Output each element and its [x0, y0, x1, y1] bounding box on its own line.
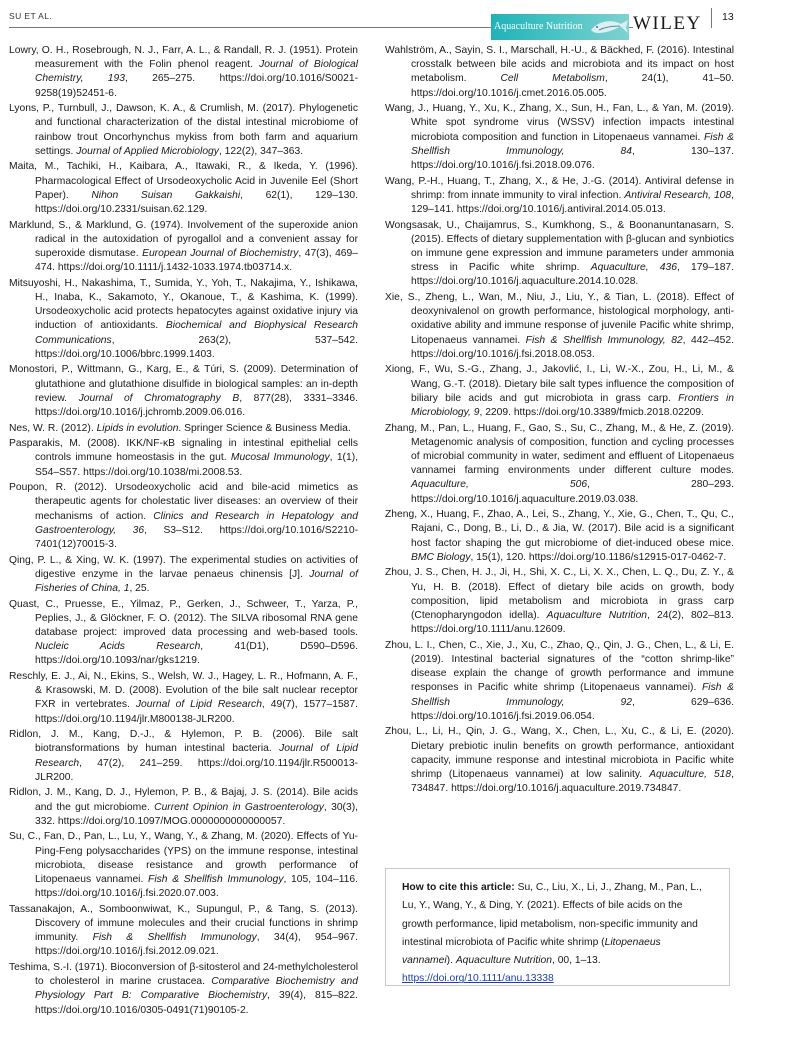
citation-text	[402, 879, 713, 989]
reference-entry	[385, 422, 734, 507]
reference-text: Zheng, X., Huang, F., Zhao, A., Lei, S., Zhang, Y., Xie, G., Chen, T., Qu, C., Rajani, C., Dong, B., Li, D., & Jia, W. (2017). Bile acid is a significant host factor shaping the gut microbiome of diet-induced obese mice.	[385, 509, 734, 549]
reference-entry	[385, 102, 734, 173]
reference-details: , 877(28), 3331–3346. https://doi.org/10.1016/j.jchromb.2009.06.016.	[35, 392, 358, 419]
reference-text: Lowry, O. H., Rosebrough, N. J., Farr, A. L., & Randall, R. J. (1951). Protein measurement with the Folin phenol reagent.	[9, 45, 358, 71]
reference-details: , 2209. https://doi.org/10.3389/fmicb.2018.02209.	[479, 407, 704, 419]
reference-source: Journal of Lipid Research	[35, 743, 359, 769]
reference-text: Zhou, J. S., Chen, H. J., Ji, H., Shi, X. C., Li, X. X., Chen, L. Q., Du, Z. Y., & Yu, H. B. (2018). Effect of dietary bile acids on growth, body composition, lipid metabolism and microbiota in grass carp (Ctenopharyngodon idella).	[385, 567, 734, 622]
reference-text: Wongsasak, U., Chaijamrus, S., Kumkhong, S., & Boonanuntanasarn, S. (2015). Effects of dietary supplementation with β-glucan and synbiotics on immune gene expression and immune parameters under ammonia stress in Pacific white shrimp.	[385, 219, 734, 274]
reference-entry	[385, 639, 734, 724]
reference-entry	[9, 554, 358, 597]
reference-details: , 263(2), 537–542. https://doi.org/10.1006/bbrc.1999.1403.	[35, 334, 358, 360]
reference-entry	[385, 508, 734, 565]
citation-details: , 00, 1–13.	[551, 955, 601, 967]
reference-source: Antiviral Research, 108	[624, 189, 732, 201]
reference-entry	[9, 363, 358, 420]
reference-source: Fish & Shellfish Immunology, 82	[525, 334, 683, 346]
references-column-right	[385, 44, 734, 798]
reference-source: Biochemical and Biophysical Research Communications	[35, 320, 358, 346]
reference-details: , S3–S12. https://doi.org/10.1016/S2210-7401(12)70015-3.	[35, 524, 358, 551]
reference-source: Aquaculture, 506	[411, 479, 588, 491]
reference-details: , 179–187. https://doi.org/10.1016/j.aquaculture.2014.10.028.	[411, 262, 735, 288]
page-number-separator	[711, 8, 712, 28]
reference-text: Monostori, P., Wittmann, G., Karg, E., & Túri, S. (2009). Determination of glutathione and glutathione disulfide in biological samples: an in-depth review.	[9, 364, 358, 404]
reference-entry	[9, 961, 358, 1018]
fish-icon	[589, 14, 629, 40]
reference-source: Aquaculture, 436	[590, 262, 677, 274]
reference-details: , 734847. https://doi.org/10.1016/j.aquaculture.2019.734847.	[411, 769, 734, 795]
reference-source: Fish & Shellfish Immunology	[92, 932, 257, 944]
reference-entry	[9, 903, 358, 960]
publisher-logo: WILEY	[633, 13, 702, 34]
reference-details: , 30(3), 332. https://doi.org/10.1097/MOG.0000000000000057.	[35, 801, 358, 827]
reference-source: Nihon Suisan Gakkaishi	[91, 189, 241, 201]
citation-species: Litopenaeus vannamei	[402, 936, 661, 967]
reference-entry	[385, 566, 734, 637]
reference-text: Zhou, L., Li, H., Qin, J. G., Wang, X., Chen, L., Xu, C., & Li, E. (2020). Dietary prebiotic inulin benefits on growth performance, antioxidant capacity, immune response and intestinal microbiota in Pacific white shrimp (Litopenaeus vannamei) at low salinity.	[385, 726, 734, 781]
reference-entry	[9, 422, 358, 436]
reference-text: Mitsuyoshi, H., Nakashima, T., Sumida, Y., Yoh, T., Nakajima, Y., Ishikawa, H., Inaba, K., Sakamoto, Y., Okanoue, T., & Kashima, K. (1999). Ursodeoxycholic acid protects hepatocytes against oxidative injury via induction of antioxidants.	[9, 277, 358, 332]
citation-box	[385, 868, 730, 986]
reference-entry	[9, 598, 358, 669]
reference-details: , 62(1), 129–130. https://doi.org/10.2331/suisan.62.129.	[35, 189, 358, 216]
running-head: SU ET AL.	[9, 11, 53, 21]
reference-source: Clinics and Research in Hepatology and Gastroenterology, 36	[35, 510, 358, 536]
reference-entry	[9, 481, 358, 552]
reference-details: , 442–452. https://doi.org/10.1016/j.fsi.2018.08.053.	[411, 334, 734, 360]
reference-source: Frontiers in Microbiology, 9	[411, 392, 734, 419]
reference-entry	[9, 670, 358, 727]
reference-entry	[385, 363, 734, 420]
reference-entry	[9, 830, 358, 901]
reference-text: Zhang, M., Pan, L., Huang, F., Gao, S., Su, C., Zhang, M., & He, Z. (2019). Metagenomic analysis of composition, function and cycling processes of microbial community in water, sediment and effluent of Litopenaeus vannamei farming environments under different culture modes.	[385, 422, 734, 477]
reference-text: Zhou, L. I., Chen, C., Xie, J., Xu, C., Zhao, Q., Qin, J. G., Chen, L., & Li, E. (2019). Intestinal bacterial signatures of the “cotton shrimp-like” disease explain the change of growth performance and immune responses in Pacific white shrimp (Litopenaeus vannamei).	[385, 639, 734, 694]
reference-source: Aquaculture, 518	[649, 769, 732, 781]
reference-text: Poupon, R. (2012). Ursodeoxycholic acid and bile-acid mimetics as therapeutic agents for cholestatic liver diseases: an overview of their mechanisms of action.	[9, 482, 358, 522]
reference-details: , 39(4), 815–822. https://doi.org/10.1016/0305-0491(71)90105-2.	[35, 990, 358, 1016]
reference-entry	[385, 44, 734, 101]
reference-details: , 629–636. https://doi.org/10.1016/j.fsi.2019.06.054.	[411, 696, 735, 722]
reference-details: , 49(7), 1577–1587. https://doi.org/10.1194/jlr.M800138-JLR200.	[35, 699, 358, 725]
citation-doi-link[interactable]: https://doi.org/10.1111/anu.13338	[402, 973, 554, 985]
reference-source: Fish & Shellfish Immunology, 84	[411, 131, 735, 157]
reference-source: Journal of Chromatography B	[78, 392, 240, 404]
citation-journal: Aquaculture Nutrition	[455, 955, 552, 967]
citation-label: How to cite this article:	[402, 882, 515, 893]
reference-text: Tassanakajon, A., Somboonwiwat, K., Supungul, P., & Tang, S. (2013). Discovery of immune molecules and their crucial functions in shrimp immunity.	[9, 903, 358, 944]
reference-entry	[385, 725, 734, 796]
reference-source: Journal of Lipid Research	[135, 699, 262, 711]
reference-text: Quast, C., Pruesse, E., Yilmaz, P., Gerken, J., Schweer, T., Yarza, P., Peplies, J., & Glöckner, F. O. (2012). The SILVA ribosomal RNA gene database project: improved data processing and web-based tools.	[9, 598, 358, 639]
reference-text: Qing, P. L., & Xing, W. K. (1997). The experimental studies on activities of digestive enzyme in the larvae penaeus chinensis [J].	[9, 554, 358, 580]
reference-details: , 34(4), 954–967. https://doi.org/10.1016/j.fsi.2012.09.021.	[35, 932, 358, 958]
reference-text: Reschly, E. J., Ai, N., Ekins, S., Welsh, W. J., Hagey, L. R., Hofmann, A. F., & Krasowski, M. D. (2008). Evolution of the bile salt nuclear receptor FXR in vertebrates.	[9, 671, 358, 711]
reference-details: , 25.	[129, 583, 150, 595]
reference-details: , 122(2), 347–363.	[218, 145, 304, 157]
reference-source: Fish & Shellfish Immunology, 92	[411, 682, 734, 708]
references-column-left	[9, 44, 358, 1019]
reference-text: Lyons, P., Turnbull, J., Dawson, K. A., & Crumlish, M. (2017). Phylogenetic and functional characterization of the distal intestinal microbiome of rainbow trout Oncorhynchus mykiss from both farm and aquarium settings.	[9, 103, 358, 157]
reference-text: Pasparakis, M. (2008). IKK/NF-κB signaling in intestinal epithelial cells controls immune homeostasis in the gut.	[9, 438, 358, 464]
reference-source: Journal of Fisheries of China, 1	[35, 568, 358, 595]
reference-source: Fish & Shellfish Immunology	[148, 874, 284, 886]
reference-text: Xie, S., Zheng, L., Wan, M., Niu, J., Liu, Y., & Tian, L. (2018). Effect of deoxynivalenol on growth performance, histological morphology, anti-oxidative ability and immune response of juvenile Pacific white shrimp, Litopenaeus vannamei.	[385, 292, 734, 346]
reference-text: Su, C., Fan, D., Pan, L., Lu, Y., Wang, Y., & Zhang, M. (2020). Effects of Yu-Ping-Feng polysaccharides (YPS) on the immune response, intestinal microbiota, disease resistance and growth performance of Litopenaeus vannamei.	[9, 831, 358, 886]
reference-text: Wang, J., Huang, Y., Xu, K., Zhang, X., Sun, H., Fan, L., & Yan, M. (2019). White spot syndrome virus (WSSV) infection impacts intestinal microbiota composition and function in Litopenaeus vannamei.	[385, 103, 734, 143]
reference-source: Journal of Biological Chemistry, 193	[35, 59, 358, 85]
reference-entry	[9, 160, 358, 217]
reference-details: , 1(1), S54–S57. https://doi.org/10.1038/mi.2008.53.	[35, 452, 358, 478]
reference-entry	[9, 102, 358, 159]
reference-text: Xiong, F., Wu, S.-G., Zhang, J., Jakovlić, I., Li, W.-X., Zou, H., Li, M., & Wang, G.-T. (2018). Dietary bile salt types influence the composition of biliary bile acids and gut microbiota in grass carp.	[385, 364, 734, 404]
reference-entry	[9, 437, 358, 480]
reference-details: , 130–137. https://doi.org/10.1016/j.fsi.2018.09.076.	[411, 145, 735, 172]
reference-source: Current Opinion in Gastroenterology	[154, 801, 324, 813]
reference-details: , 41(D1), D590–D596. https://doi.org/10.1093/nar/gks1219.	[35, 641, 358, 667]
reference-details: , 265–275. https://doi.org/10.1016/S0021-9258(19)52451-6.	[35, 73, 358, 99]
reference-source: Mucosal Immunology	[230, 452, 330, 464]
reference-text: Maita, M., Tachiki, H., Kaibara, A., Itawaki, R., & Ikeda, Y. (1996). Pharmacological Effect of Ursodeoxycholic Acid in Juvenile Eel (Short Paper).	[9, 161, 358, 201]
reference-text: Wahlström, A., Sayin, S. I., Marschall, H.-U., & Bäckhed, F. (2016). Intestinal crosstalk between bile acids and microbiota and its impact on host metabolism.	[385, 45, 734, 85]
reference-details: , 47(3), 469–474. https://doi.org/10.1111/j.1432-1033.1974.tb03714.x.	[35, 248, 358, 274]
header-rule	[9, 27, 491, 28]
page-header	[0, 0, 800, 40]
reference-entry	[9, 786, 358, 829]
reference-source: Journal of Applied Microbiology	[76, 145, 219, 157]
reference-entry	[9, 219, 358, 276]
citation-body-2: ).	[446, 955, 456, 967]
reference-entry	[385, 291, 734, 362]
reference-details: , 105, 104–116. https://doi.org/10.1016/j.fsi.2020.07.003.	[35, 874, 358, 900]
citation-body: Su, C., Liu, X., Li, J., Zhang, M., Pan, L., Lu, Y., Wang, Y., & Ding, Y. (2021). Effects of bile acids on the growth performance, lipid metabolism, non-specific immunity and intestinal microbiota of Pacific white shrimp (	[402, 882, 702, 948]
reference-details: , 24(2), 802–813. https://doi.org/10.1111/anu.12609.	[411, 610, 734, 636]
reference-source: Nucleic Acids Research	[35, 641, 201, 653]
journal-badge	[491, 14, 629, 40]
reference-text: Marklund, S., & Marklund, G. (1974). Involvement of the superoxide anion radical in the autoxidation of pyrogallol and a convenient assay for superoxide dismutase.	[9, 219, 358, 260]
reference-source: Aquaculture Nutrition	[546, 610, 648, 622]
reference-details: . Springer Science & Business Media.	[178, 422, 351, 434]
reference-source: Cell Metabolism	[500, 73, 605, 85]
reference-text: Wang, P.-H., Huang, T., Zhang, X., & He, J.-G. (2014). Antiviral defense in shrimp: from innate immunity to viral infection.	[385, 175, 734, 201]
reference-entry	[385, 219, 734, 290]
reference-text: Ridlon, J. M., Kang, D. J., Hylemon, P. B., & Bajaj, J. S. (2014). Bile acids and the gut microbiome.	[9, 787, 358, 813]
reference-source: European Journal of Biochemistry	[142, 248, 299, 260]
reference-entry	[9, 44, 358, 101]
reference-source: BMC Biology	[411, 551, 471, 563]
reference-details: , 24(1), 41–50. https://doi.org/10.1016/j.cmet.2016.05.005.	[411, 73, 734, 99]
reference-source: Lipids in evolution	[96, 422, 179, 434]
reference-details: , 280–293. https://doi.org/10.1016/j.aquaculture.2019.03.038.	[411, 479, 734, 505]
reference-text: Ridlon, J. M., Kang, D.-J., & Hylemon, P. B. (2006). Bile salt biotransformations by human intestinal bacteria.	[9, 729, 358, 755]
reference-text: Teshima, S.-I. (1971). Bioconversion of β-sitosterol and 24-methylcholesterol to cholesterol in marine crustacea.	[9, 962, 358, 988]
reference-details: , 47(2), 241–259. https://doi.org/10.1194/jlr.R500013-JLR200.	[35, 757, 358, 783]
reference-entry	[385, 175, 734, 218]
reference-entry	[9, 728, 358, 785]
reference-entry	[9, 277, 358, 362]
reference-source: Comparative Biochemistry and Physiology Part B: Comparative Biochemistry	[35, 976, 358, 1002]
reference-details: , 129–141. https://doi.org/10.1016/j.antiviral.2014.05.013.	[411, 189, 735, 216]
reference-details: , 15(1), 120. https://doi.org/10.1186/s12915-017-0462-7.	[470, 551, 727, 563]
journal-name: Aquaculture Nutrition	[494, 21, 583, 32]
reference-text: Nes, W. R. (2012).	[9, 422, 97, 434]
page-number: 13	[722, 11, 734, 23]
